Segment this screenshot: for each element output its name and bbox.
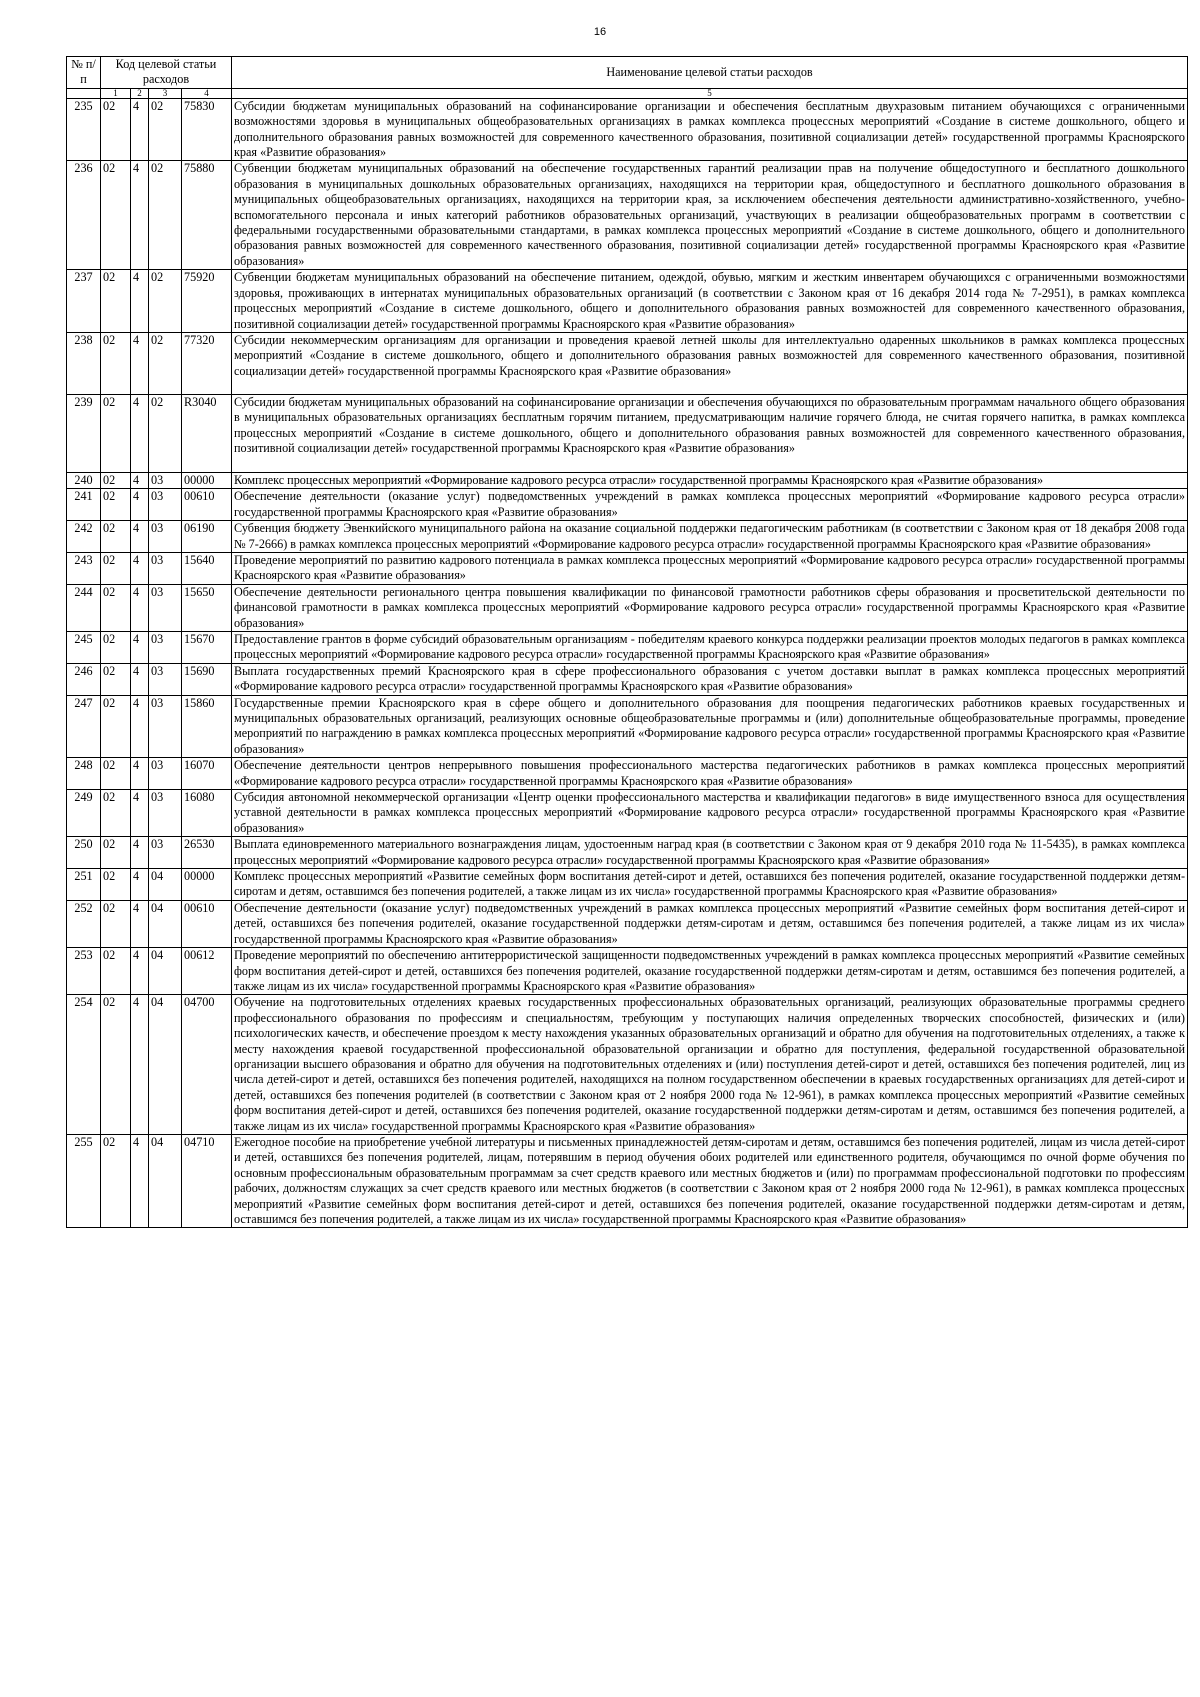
expense-item-name: Выплата государственных премий Красноярского края в сфере профессионального образования с учетом доставки выплат в рамках комплекса процессных мероприятий «Формирование кадрового ресурса отрасли» государственной программы Красноярского края «Развитие образования» xyxy=(232,663,1188,695)
row-number: 247 xyxy=(67,695,101,758)
code-direction: 15650 xyxy=(182,584,232,631)
row-number: 242 xyxy=(67,521,101,553)
code-subprogram: 4 xyxy=(131,1134,149,1227)
table-row xyxy=(67,161,1188,270)
code-program: 02 xyxy=(101,521,131,553)
table-row xyxy=(67,332,1188,394)
table-row xyxy=(67,552,1188,584)
code-program: 02 xyxy=(101,584,131,631)
row-number: 248 xyxy=(67,758,101,790)
code-complex: 03 xyxy=(149,489,182,521)
expense-item-name: Субсидии бюджетам муниципальных образований на софинансирование организации и обеспечения обучающихся по образовательным программам начального общего образования в муниципальных образовательных организациях бесплатным горячим питанием, предусматривающим наличие горячего блюда, не считая горячего напитка, в рамках комплекса процессных мероприятий «Создание в системе дошкольного, общего и дополнительного образования равных возможностей для современного качественного образования, позитивной социализации детей» государственной программы Красноярского края «Развитие образования» xyxy=(232,394,1188,472)
code-program: 02 xyxy=(101,695,131,758)
code-direction: 75880 xyxy=(182,161,232,270)
table-row xyxy=(67,521,1188,553)
table-row xyxy=(67,758,1188,790)
row-number: 246 xyxy=(67,663,101,695)
code-program: 02 xyxy=(101,270,131,333)
code-program: 02 xyxy=(101,948,131,995)
row-number: 252 xyxy=(67,900,101,947)
expense-item-name: Ежегодное пособие на приобретение учебной литературы и письменных принадлежностей детям-сиротам и детям, оставшимся без попечения родителей, лицам из числа детей-сирот и детей, оставшихся без попечения родителей, лицам, потерявшим в период обучения обоих родителей или единственного родителя, обучающимся по очной форме обучения по основным профессиональным образовательным программам за счет средств краевого или местных бюджетов и (или) по программам профессиональной подготовки по профессиям рабочих, должностям служащих за счет средств краевого или местных бюджетов (в соответствии с Законом края от 2 ноября 2000 года № 12-961), в рамках комплекса процессных мероприятий «Развитие семейных форм воспитания детей-сирот и детей, оставшихся без попечения родителей, оказание государственной поддержки детям-сиротам и детям, оставшимся без попечения родителей, а также лицам из их числа» государственной программы Красноярского края «Развитие образования» xyxy=(232,1134,1188,1227)
code-complex: 03 xyxy=(149,837,182,869)
table-row xyxy=(67,1134,1188,1227)
table-row xyxy=(67,837,1188,869)
code-program: 02 xyxy=(101,869,131,901)
code-complex: 03 xyxy=(149,584,182,631)
expense-item-name: Комплекс процессных мероприятий «Формирование кадрового ресурса отрасли» государственной программы Красноярского края «Развитие образования» xyxy=(232,472,1188,488)
column-number: 2 xyxy=(131,88,149,98)
code-subprogram: 4 xyxy=(131,521,149,553)
code-subprogram: 4 xyxy=(131,837,149,869)
code-subprogram: 4 xyxy=(131,758,149,790)
table-row xyxy=(67,472,1188,488)
row-number: 239 xyxy=(67,394,101,472)
code-subprogram: 4 xyxy=(131,663,149,695)
row-number: 237 xyxy=(67,270,101,333)
budget-classification-table xyxy=(66,56,1188,1228)
code-complex: 02 xyxy=(149,394,182,472)
row-number: 254 xyxy=(67,995,101,1135)
code-program: 02 xyxy=(101,758,131,790)
code-program: 02 xyxy=(101,1134,131,1227)
expense-item-name: Субсидии некоммерческим организациям для организации и проведения краевой летней школы для интеллектуально одаренных школьников в рамках комплекса процессных мероприятий «Создание в системе дошкольного, общего и дополнительного образования равных возможностей для современного качественного образования, позитивной социализации детей» государственной программы Красноярского края «Развитие образования» xyxy=(232,332,1188,394)
expense-item-name: Проведение мероприятий по обеспечению антитеррористической защищенности подведомственных учреждений в рамках комплекса процессных мероприятий «Развитие семейных форм воспитания детей-сирот и детей, оставшихся без попечения родителей, оказание государственной поддержки детям-сиротам и детям, оставшимся без попечения родителей, а также лицам из их числа» государственной программы Красноярского края «Развитие образования» xyxy=(232,948,1188,995)
code-program: 02 xyxy=(101,394,131,472)
code-program: 02 xyxy=(101,790,131,837)
code-complex: 03 xyxy=(149,472,182,488)
code-subprogram: 4 xyxy=(131,790,149,837)
row-number: 245 xyxy=(67,631,101,663)
code-subprogram: 4 xyxy=(131,900,149,947)
header-code: Код целевой статьи расходов xyxy=(101,57,232,89)
code-direction: 06190 xyxy=(182,521,232,553)
expense-item-name: Обеспечение деятельности регионального центра повышения квалификации по финансовой грамотности работников сферы образования и просветительской деятельности по финансовой грамотности в рамках комплекса процессных мероприятий «Формирование кадрового ресурса отрасли» государственной программы Красноярского края «Развитие образования» xyxy=(232,584,1188,631)
code-complex: 02 xyxy=(149,270,182,333)
code-subprogram: 4 xyxy=(131,995,149,1135)
code-direction: R3040 xyxy=(182,394,232,472)
code-direction: 00000 xyxy=(182,472,232,488)
code-direction: 04710 xyxy=(182,1134,232,1227)
code-direction: 04700 xyxy=(182,995,232,1135)
table-row xyxy=(67,270,1188,333)
code-program: 02 xyxy=(101,900,131,947)
code-program: 02 xyxy=(101,837,131,869)
code-subprogram: 4 xyxy=(131,869,149,901)
column-number: 4 xyxy=(182,88,232,98)
header-name: Наименование целевой статьи расходов xyxy=(232,57,1188,89)
table-row xyxy=(67,900,1188,947)
row-number: 255 xyxy=(67,1134,101,1227)
code-subprogram: 4 xyxy=(131,948,149,995)
code-direction: 15690 xyxy=(182,663,232,695)
code-subprogram: 4 xyxy=(131,695,149,758)
code-direction: 00612 xyxy=(182,948,232,995)
code-program: 02 xyxy=(101,472,131,488)
expense-item-name: Выплата единовременного материального вознаграждения лицам, удостоенным наград края (в соответствии с Законом края от 9 декабря 2010 года № 11-5435), в рамках комплекса процессных мероприятий «Формирование кадрового ресурса отрасли» государственной программы Красноярского края «Развитие образования» xyxy=(232,837,1188,869)
row-number: 250 xyxy=(67,837,101,869)
expense-item-name: Субсидия автономной некоммерческой организации «Центр оценки профессионального мастерства и квалификации педагогов» в виде имущественного взноса для осуществления уставной деятельности в рамках комплекса процессных мероприятий «Формирование кадрового ресурса отрасли» государственной программы Красноярского края «Развитие образования» xyxy=(232,790,1188,837)
expense-item-name: Комплекс процессных мероприятий «Развитие семейных форм воспитания детей-сирот и детей, оставшихся без попечения родителей, оказание государственной поддержки детям-сиротам и детям, оставшимся без попечения родителей, а также лицам из их числа» государственной программы Красноярского края «Развитие образования» xyxy=(232,869,1188,901)
code-direction: 16080 xyxy=(182,790,232,837)
code-subprogram: 4 xyxy=(131,98,149,161)
expense-item-name: Субвенция бюджету Эвенкийского муниципального района на оказание социальной поддержки педагогическим работникам (в соответствии с Законом края от 18 декабря 2008 года № 7-2666) в рамках комплекса процессных мероприятий «Формирование кадрового ресурса отрасли» государственной программы Красноярского края «Развитие образования» xyxy=(232,521,1188,553)
table-row xyxy=(67,995,1188,1135)
expense-item-name: Субсидии бюджетам муниципальных образований на софинансирование организации и обеспечения бесплатным двухразовым питанием обучающихся с ограниченными возможностями здоровья в муниципальных общеобразовательных организациях в рамках комплекса процессных мероприятий «Создание в системе дошкольного, общего и дополнительного образования равных возможностей для современного качественного образования, позитивной социализации детей» государственной программы Красноярского края «Развитие образования» xyxy=(232,98,1188,161)
page-number: 16 xyxy=(593,26,607,38)
code-subprogram: 4 xyxy=(131,270,149,333)
code-complex: 02 xyxy=(149,332,182,394)
code-direction: 75830 xyxy=(182,98,232,161)
code-program: 02 xyxy=(101,489,131,521)
code-complex: 02 xyxy=(149,161,182,270)
code-subprogram: 4 xyxy=(131,394,149,472)
row-number: 240 xyxy=(67,472,101,488)
code-complex: 03 xyxy=(149,663,182,695)
code-subprogram: 4 xyxy=(131,472,149,488)
code-direction: 15670 xyxy=(182,631,232,663)
row-number: 235 xyxy=(67,98,101,161)
code-subprogram: 4 xyxy=(131,631,149,663)
row-number: 244 xyxy=(67,584,101,631)
code-subprogram: 4 xyxy=(131,489,149,521)
code-direction: 00610 xyxy=(182,900,232,947)
expense-item-name: Обучение на подготовительных отделениях краевых государственных профессиональных образовательных организаций, реализующих образовательные программы среднего профессионального образования по профессиям и специальностям, требующим у поступающих наличия определенных творческих способностей, физических и (или) психологических качеств, и обеспечение проездом к месту нахождения указанных образовательных организаций и обратно для обучения на подготовительных отделениях, а также к месту нахождения краевой государственной профессиональной образовательной организации и обратно для поступления, федеральной государственной образовательной организации высшего образования и обратно для обучения на подготовительных отделениях и (или) поступления детей-сирот и детей, оставшихся без попечения родителей, лиц из числа детей-сирот и детей, оставшихся без попечения родителей, находящихся на полном государственном обеспечении в краевых государственных организациях для детей-сирот и детей, оставшихся без попечения родителей (в соответствии с Законом края от 2 ноября 2000 года № 12-961), в рамках комплекса процессных мероприятий «Развитие семейных форм воспитания детей-сирот и детей, оставшихся без попечения родителей, оказание государственной поддержки детям-сиротам и детям, оставшимся без попечения родителей, а также лицам из их числа» государственной программы Красноярского края «Развитие образования» xyxy=(232,995,1188,1135)
table-row xyxy=(67,790,1188,837)
code-subprogram: 4 xyxy=(131,552,149,584)
code-program: 02 xyxy=(101,332,131,394)
table-row xyxy=(67,663,1188,695)
code-subprogram: 4 xyxy=(131,161,149,270)
expense-item-name: Проведение мероприятий по развитию кадрового потенциала в рамках комплекса процессных мероприятий «Формирование кадрового ресурса отрасли» государственной программы Красноярского края «Развитие образования» xyxy=(232,552,1188,584)
row-number: 251 xyxy=(67,869,101,901)
table-header-row xyxy=(67,57,1188,89)
table-row xyxy=(67,584,1188,631)
row-number: 236 xyxy=(67,161,101,270)
expense-item-name: Предоставление грантов в форме субсидий образовательным организациям - победителям краевого конкурса поддержки реализации проектов молодых педагогов в рамках комплекса процессных мероприятий «Формирование кадрового ресурса отрасли» государственной программы Красноярского края «Развитие образования» xyxy=(232,631,1188,663)
row-number: 243 xyxy=(67,552,101,584)
expense-item-name: Обеспечение деятельности (оказание услуг) подведомственных учреждений в рамках комплекса процессных мероприятий «Развитие семейных форм воспитания детей-сирот и детей, оставшихся без попечения родителей, оказание государственной поддержки детям-сиротам и детям, оставшимся без попечения родителей, а также лицам из их числа» государственной программы Красноярского края «Развитие образования» xyxy=(232,900,1188,947)
code-complex: 02 xyxy=(149,98,182,161)
table-row xyxy=(67,631,1188,663)
code-complex: 04 xyxy=(149,995,182,1135)
code-program: 02 xyxy=(101,663,131,695)
column-number: 3 xyxy=(149,88,182,98)
code-complex: 04 xyxy=(149,869,182,901)
code-direction: 16070 xyxy=(182,758,232,790)
code-complex: 04 xyxy=(149,900,182,947)
table-row xyxy=(67,394,1188,472)
code-complex: 03 xyxy=(149,552,182,584)
code-direction: 75920 xyxy=(182,270,232,333)
expense-item-name: Субвенции бюджетам муниципальных образований на обеспечение питанием, одеждой, обувью, мягким и жестким инвентарем обучающихся с ограниченными возможностями здоровья, проживающих в интернатах муниципальных образовательных организаций (в соответствии с Законом края от 16 декабря 2014 года № 7-2951), в рамках комплекса процессных мероприятий «Создание в системе дошкольного, общего и дополнительного образования равных возможностей для современного качественного образования, позитивной социализации детей» государственной программы Красноярского края «Развитие образования» xyxy=(232,270,1188,333)
code-complex: 03 xyxy=(149,631,182,663)
code-direction: 00610 xyxy=(182,489,232,521)
expense-item-name: Государственные премии Красноярского края в сфере общего и дополнительного образования для поощрения педагогических работников краевых государственных и муниципальных образовательных организаций, реализующих основные общеобразовательные программы и (или) дополнительные общеобразовательные программы, проведение мероприятий по награждению в рамках комплекса процессных мероприятий «Формирование кадрового ресурса отрасли» государственной программы Красноярского края «Развитие образования» xyxy=(232,695,1188,758)
table-row xyxy=(67,98,1188,161)
row-number: 253 xyxy=(67,948,101,995)
table-row xyxy=(67,948,1188,995)
code-program: 02 xyxy=(101,98,131,161)
row-number: 241 xyxy=(67,489,101,521)
code-program: 02 xyxy=(101,631,131,663)
code-complex: 04 xyxy=(149,948,182,995)
code-complex: 04 xyxy=(149,1134,182,1227)
code-direction: 15860 xyxy=(182,695,232,758)
code-complex: 03 xyxy=(149,790,182,837)
code-subprogram: 4 xyxy=(131,584,149,631)
expense-item-name: Субвенции бюджетам муниципальных образований на обеспечение государственных гарантий реализации прав на получение общедоступного и бесплатного дошкольного образования в муниципальных дошкольных образовательных организациях, находящихся на территории края, общедоступного и бесплатного дошкольного образования в муниципальных общеобразовательных организациях, находящихся на территории края, за исключением обеспечения деятельности административно-хозяйственного, учебно-вспомогательного персонала и иных категорий работников образовательных организаций, участвующих в реализации общеобразовательных программ в соответствии с федеральными государственными образовательными стандартами, в рамках комплекса процессных мероприятий «Создание в системе дошкольного, общего и дополнительного образования равных возможностей для современного качественного образования, позитивной социализации детей» государственной программы Красноярского края «Развитие образования» xyxy=(232,161,1188,270)
column-number xyxy=(67,88,101,98)
row-number: 249 xyxy=(67,790,101,837)
column-number: 1 xyxy=(101,88,131,98)
code-subprogram: 4 xyxy=(131,332,149,394)
table-row xyxy=(67,869,1188,901)
code-program: 02 xyxy=(101,161,131,270)
code-complex: 03 xyxy=(149,521,182,553)
row-number: 238 xyxy=(67,332,101,394)
column-number: 5 xyxy=(232,88,1188,98)
code-direction: 77320 xyxy=(182,332,232,394)
table-row xyxy=(67,489,1188,521)
header-row-number: № п/п xyxy=(67,57,101,89)
table-row xyxy=(67,695,1188,758)
expense-item-name: Обеспечение деятельности центров непрерывного повышения профессионального мастерства педагогических работников в рамках комплекса процессных мероприятий «Формирование кадрового ресурса отрасли» государственной программы Красноярского края «Развитие образования» xyxy=(232,758,1188,790)
code-complex: 03 xyxy=(149,695,182,758)
code-program: 02 xyxy=(101,995,131,1135)
code-direction: 26530 xyxy=(182,837,232,869)
code-direction: 00000 xyxy=(182,869,232,901)
code-direction: 15640 xyxy=(182,552,232,584)
code-program: 02 xyxy=(101,552,131,584)
code-complex: 03 xyxy=(149,758,182,790)
column-numbers-row xyxy=(67,88,1188,98)
expense-item-name: Обеспечение деятельности (оказание услуг) подведомственных учреждений в рамках комплекса процессных мероприятий «Формирование кадрового ресурса отрасли» государственной программы Красноярского края «Развитие образования» xyxy=(232,489,1188,521)
